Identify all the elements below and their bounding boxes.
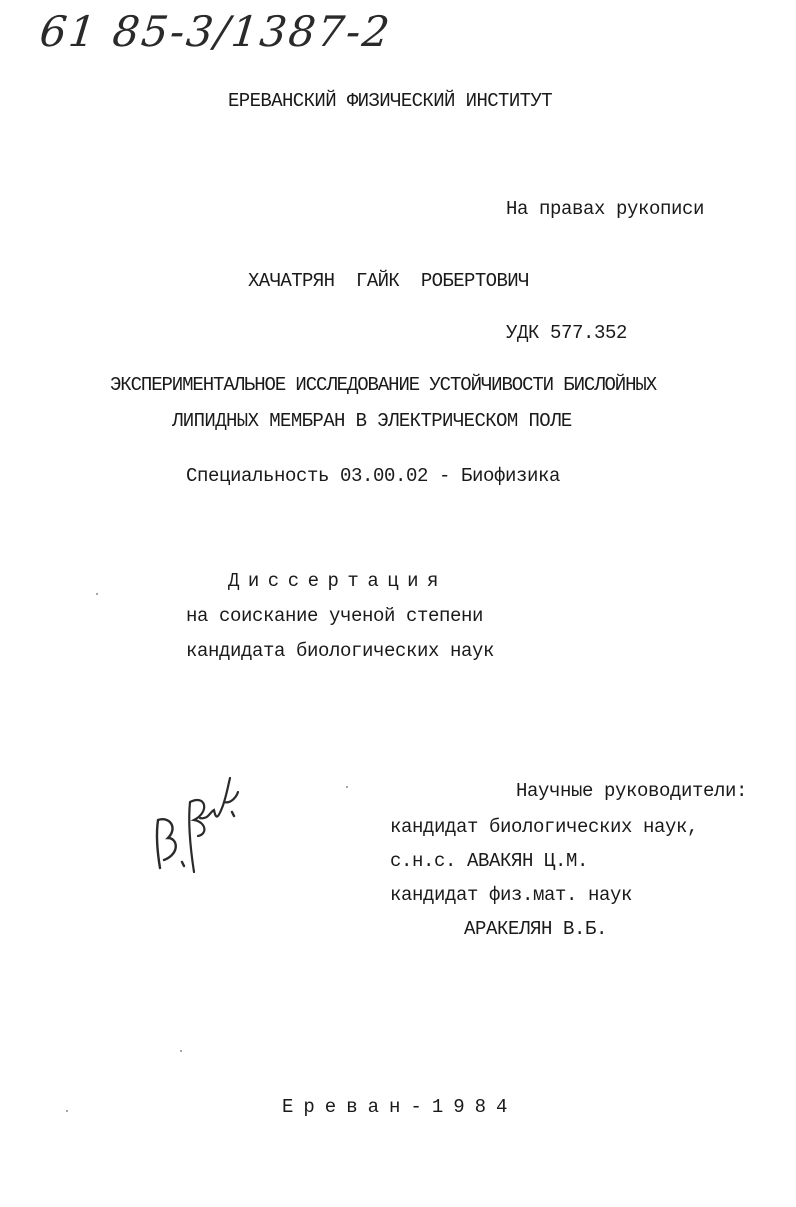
work-type-line-2: на соискание ученой степени bbox=[186, 605, 484, 627]
title-line-1: ЭКСПЕРИМЕНТАЛЬНОЕ ИССЛЕДОВАНИЕ УСТОЙЧИВОСТИ БИСЛОЙНЫХ bbox=[110, 374, 656, 396]
paper-speck bbox=[96, 593, 98, 595]
handwritten-signature bbox=[148, 772, 244, 882]
handwritten-archive-mark: 61 85-3/1387-2 bbox=[37, 7, 394, 56]
title-line-2: ЛИПИДНЫХ МЕМБРАН В ЭЛЕКТРИЧЕСКОМ ПОЛЕ bbox=[172, 410, 572, 432]
specialty-line: Специальность 03.00.02 - Биофизика bbox=[186, 465, 561, 487]
supervisor-line-4: АРАКЕЛЯН В.Б. bbox=[464, 918, 608, 940]
supervisor-line-3: кандидат физ.мат. наук bbox=[390, 884, 633, 906]
author-name: ХАЧАТРЯН ГАЙК РОБЕРТОВИЧ bbox=[248, 270, 529, 292]
city-year: Ереван-1984 bbox=[282, 1096, 518, 1118]
paper-speck bbox=[66, 1110, 68, 1112]
supervisors-heading: Научные руководители: bbox=[516, 780, 748, 802]
signature-drawing bbox=[148, 772, 244, 882]
supervisor-line-1: кандидат биологических наук, bbox=[390, 816, 699, 838]
paper-speck bbox=[346, 786, 348, 788]
supervisor-line-2: с.н.с. АВАКЯН Ц.М. bbox=[390, 850, 589, 872]
institution-name: ЕРЕВАНСКИЙ ФИЗИЧЕСКИЙ ИНСТИТУТ bbox=[228, 90, 553, 112]
work-type-heading: Диссертация bbox=[228, 570, 447, 592]
rights-note: На правах рукописи bbox=[506, 198, 705, 220]
paper-speck bbox=[180, 1050, 182, 1052]
work-type-line-3: кандидата биологических наук bbox=[186, 640, 495, 662]
udc-code: УДК 577.352 bbox=[506, 322, 628, 344]
